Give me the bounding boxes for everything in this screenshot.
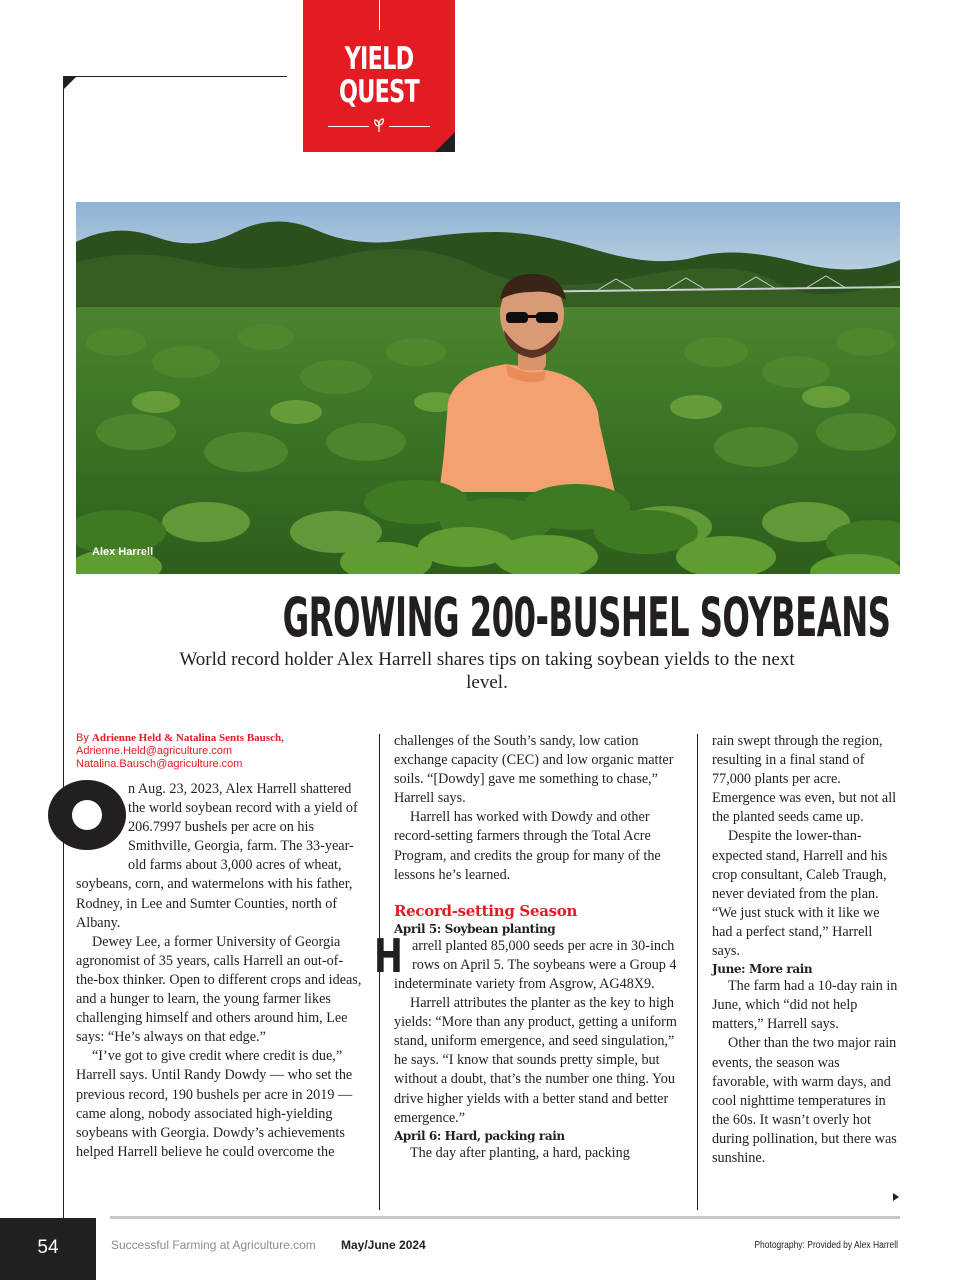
- headline: [80, 586, 891, 649]
- column-2: [374, 732, 682, 1163]
- publication-name: Successful Farming at Agriculture.com: [111, 1238, 316, 1252]
- subheading: June: More rain: [712, 962, 813, 977]
- page-number: 54: [37, 1237, 59, 1258]
- byline: [76, 732, 364, 771]
- corner-triangle: [63, 76, 77, 90]
- body-paragraph: “I’ve got to give credit where credit is due,” Harrell says. Until Randy Dowdy — who set the previous record, 190 bushels per acre in 2019 — came along, nobody associated high-yielding soybeans with Georgia. Dowdy’s achievements helped Harrell believe he could overcome the: [76, 1048, 353, 1160]
- body-paragraph: Dewey Lee, a former University of Georgia agronomist of 35 years, calls Harrell an out-of-the-box thinker. Open to different crops and ideas, and a hunger to learn, the young farmer likes challenging himself and others around him, Lee says: “He’s always on that edge.”: [76, 933, 362, 1046]
- footer-rule: [110, 1216, 900, 1219]
- body-paragraph: rain swept through the region, resulting in a final stand of 77,000 plants per acre. Emergence was even, but not all the planted seeds came up.: [712, 733, 897, 826]
- photo-credit: Photography: Provided by Alex Harrell: [754, 1240, 898, 1251]
- issue-date: May/June 2024: [341, 1238, 426, 1252]
- badge-line-2: QUEST: [338, 74, 420, 110]
- body-paragraph: Other than the two major rain events, the season was favorable, with warm days, and cool nighttime temperatures in the 60s. It wasn’t overly hot during pollination, but there was sunshine.: [712, 1035, 897, 1166]
- author-email-1[interactable]: Adrienne.Held@agriculture.com: [76, 745, 233, 757]
- column-rule: [697, 734, 698, 1210]
- body-paragraph: Despite the lower-than-expected stand, Harrell and his crop consultant, Caleb Traugh, never deviated from the plan. “We just stuck with it like we had a perfect stand,” Harrell says.: [712, 828, 888, 960]
- body-paragraph: Harrell has worked with Dowdy and other record-setting farmers through the Total Acre Program, and credits the group for many of the lessons he’s learned.: [394, 809, 661, 883]
- continue-arrow-icon: [893, 1193, 899, 1201]
- page-number-box: [0, 1218, 96, 1280]
- dropcap-h: H: [374, 928, 403, 983]
- hero-photo: [76, 202, 900, 574]
- body-paragraph: Harrell attributes the planter as the key to high yields: “More than any product, getting a uniform stand, uniform emergence, and seed singulation,” he says. “I know that sounds pretty simple, but without a doubt, that’s the number one thing. You drive higher yields with a better stand and better emergence.”: [394, 995, 677, 1126]
- body-paragraph: arrell planted 85,000 seeds per acre in 30-inch rows on April 5. The soybeans were a Group 4 indeterminate variety from Asgrow, AG48X9.: [394, 937, 677, 992]
- body-paragraph: challenges of the South’s sandy, low cation exchange capacity (CEC) and low organic matter soils. “[Dowdy] gave me something to chase,” Harrell says.: [394, 733, 674, 807]
- left-rule: [63, 76, 64, 1218]
- body-paragraph: The day after planting, a hard, packing: [410, 1144, 630, 1161]
- seedling-icon: [369, 117, 389, 133]
- deck: World record holder Alex Harrell shares tips on taking soybean yields to the next level.: [179, 649, 795, 693]
- body-paragraph: n Aug. 23, 2023, Alex Harrell shattered the world soybean record with a yield of 206.7997 bushels per acre on his Smithville, Georgia, farm. The 33-year-old farms about 3,000 acres of wheat, soybeans, corn, and watermelons with his father, Rodney, in Lee and Sumter Counties, north of Albany.: [76, 781, 358, 931]
- byline-authors: Adrienne Held & Natalina Sents Bausch,: [91, 732, 284, 744]
- column-3: [712, 732, 900, 1168]
- byline-prefix: By: [76, 732, 89, 744]
- section-heading: Record-setting Season: [394, 901, 578, 920]
- column-1: [76, 732, 364, 1162]
- top-rule: [63, 76, 287, 77]
- badge-fold: [435, 132, 455, 152]
- subheading: April 6: Hard, packing rain: [394, 1128, 565, 1143]
- badge-tick: [379, 0, 380, 30]
- subheading: April 5: Soybean planting: [394, 921, 556, 936]
- author-email-2[interactable]: Natalina.Bausch@agriculture.com: [76, 758, 243, 770]
- headline-text: GROWING 200-BUSHEL SOYBEANS: [282, 586, 891, 649]
- body-paragraph: The farm had a 10-day rain in June, which “did not help matters,” Harrell says.: [712, 978, 898, 1033]
- badge-line-1: YIELD: [344, 41, 414, 77]
- photo-caption: Alex Harrell: [92, 546, 154, 558]
- dropcap-o: [48, 780, 126, 864]
